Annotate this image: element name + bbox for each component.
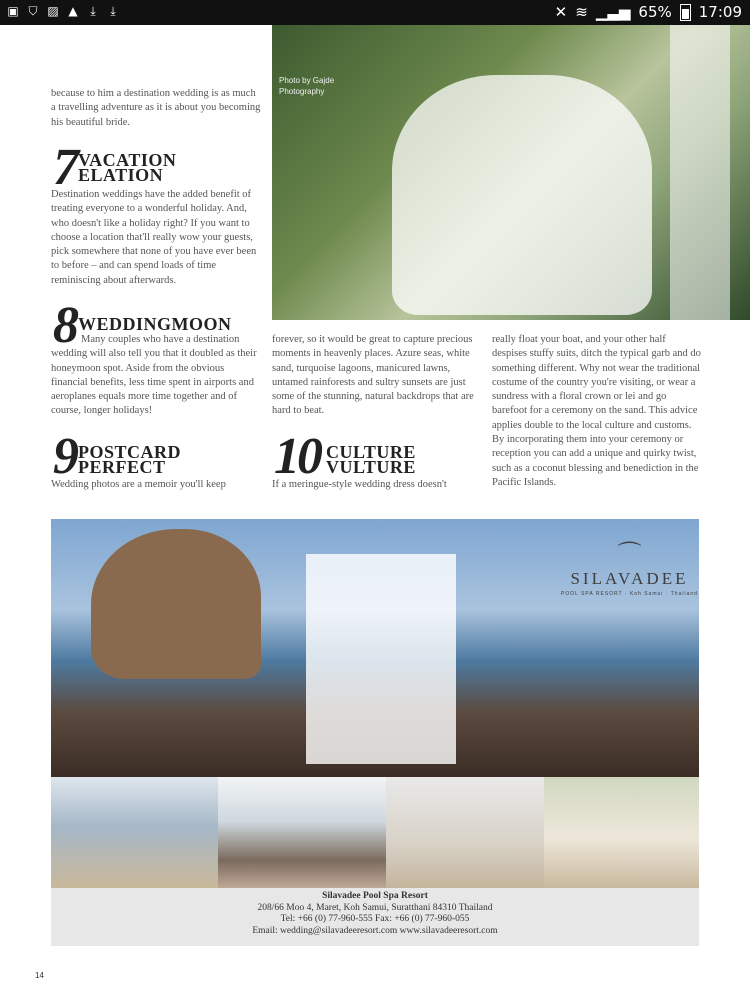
- photo-credit: Photo by Gajde Photography: [279, 76, 335, 96]
- wedding-couple-photo: [272, 25, 750, 320]
- ad-contact-name: Silavadee Pool Spa Resort: [322, 891, 428, 901]
- resort-advertisement[interactable]: [51, 519, 699, 946]
- clock: 17:09: [698, 3, 742, 21]
- column-3-text: really float your boat, and your other half despises stuffy suits, ditch the typical garb and do something different. Why not wear the traditional costume of the country you're visiting, or wear a sundress with a floral crown or lei and go barefoot for a ceremony on the sand. This advice applies double to the local culture and customs. By incorporating them into your ceremony or reception you can add a unique and quirky twist, such as a coconut blessing and benediction in the Pacific Islands.: [492, 334, 701, 488]
- section-number: 10: [274, 428, 320, 485]
- download-icon: ⤓: [90, 4, 96, 18]
- ad-thumb-ceremony: [544, 777, 699, 888]
- resort-logo-icon: ⌒: [617, 542, 642, 568]
- section-number: 9: [53, 428, 76, 485]
- section-7-heading: [53, 139, 177, 196]
- section-10-body: If a meringue-style wedding dress doesn't: [272, 479, 447, 490]
- ad-thumb-beach-group: [51, 777, 218, 888]
- couple-figure: [392, 75, 652, 315]
- ad-contact-block: [51, 891, 699, 937]
- resort-logo-subtitle: POOL SPA RESORT · Koh Samui · Thailand: [561, 591, 698, 597]
- section-7-body: Destination weddings have the added benefit of treating everyone to a wonderful holiday. And, who doesn't like a holiday right? If you want to choose a location that'll really wow your guests, pick somewhere that none of you have ever been to before – and can spend loads of time reminiscing about afterwards.: [51, 189, 257, 286]
- ad-phone: Tel: +66 (0) 77-960-555 Fax: +66 (0) 77-960-055: [280, 914, 470, 924]
- section-8-body: Many couples who have a destination wedding will also tell you that it doubled as their honeymoon spot. Aside from the obvious financial benefits, less time spent in airports and aeroplanes equals more time together and of course, longer holidays!: [51, 334, 257, 417]
- page-number: 14: [35, 971, 44, 980]
- ad-thumb-beach-couple: [386, 777, 544, 888]
- section-9-body: Wedding photos are a memoir you'll keep: [51, 479, 226, 490]
- section-9-heading: [53, 428, 182, 485]
- mute-icon: ✕: [554, 3, 568, 21]
- ad-thumbnail-strip: [51, 777, 699, 888]
- status-bar-notifications: [6, 4, 120, 18]
- signal-icon: ▁▃▅: [595, 3, 631, 21]
- shield-icon: ⛉: [28, 4, 38, 18]
- wedding-canopy: [306, 554, 456, 764]
- section-title-line2: PERFECT: [78, 457, 166, 477]
- column-2-text: forever, so it would be great to capture precious moments in heavenly places. Azure seas, white sand, turquoise lagoons, manicured lawns, untamed rainforests and sultry sunsets are just some of the stunning, natural backdrops that are hard to beat.: [272, 334, 474, 417]
- battery-icon: [680, 4, 691, 21]
- rock: [91, 529, 261, 679]
- section-title: WEDDINGMOON: [78, 314, 232, 334]
- resort-logo: [561, 543, 698, 597]
- warning-icon: ▲: [68, 4, 78, 18]
- section-title-line1: VACATION: [78, 150, 177, 170]
- section-number: 7: [53, 139, 76, 196]
- gallery-icon: ▣: [7, 4, 19, 18]
- section-title-line1: POSTCARD: [78, 442, 182, 462]
- battery-level: 65%: [638, 3, 672, 21]
- wifi-icon: ≋: [575, 3, 588, 21]
- resort-logo-name: SILAVADEE: [570, 569, 689, 588]
- status-bar: [0, 0, 750, 25]
- section-number: 8: [53, 297, 76, 354]
- section-10-heading: [274, 428, 416, 485]
- intro-text: because to him a destination wedding is as much a travelling adventure as it is about you becoming his beautiful bride.: [51, 88, 261, 128]
- floral-arch: [670, 25, 730, 320]
- section-title: [78, 442, 182, 477]
- ad-thumb-elephant: [218, 777, 386, 888]
- ad-address: 208/66 Moo 4, Maret, Koh Samui, Suratthani 84310 Thailand: [257, 902, 493, 913]
- status-bar-system: [555, 3, 742, 21]
- ad-email: Email: wedding@silavadeeresort.com www.silavadeeresort.com: [252, 925, 498, 936]
- download-icon: ⤓: [110, 4, 116, 18]
- section-title: [78, 150, 177, 185]
- section-title-line2: ELATION: [78, 165, 164, 185]
- picture-icon: ▨: [47, 4, 59, 18]
- section-title-line1: CULTURE: [326, 442, 416, 462]
- section-title-line2: VULTURE: [326, 457, 416, 477]
- ad-ceremony-photo: [51, 519, 699, 777]
- section-title: [326, 442, 416, 477]
